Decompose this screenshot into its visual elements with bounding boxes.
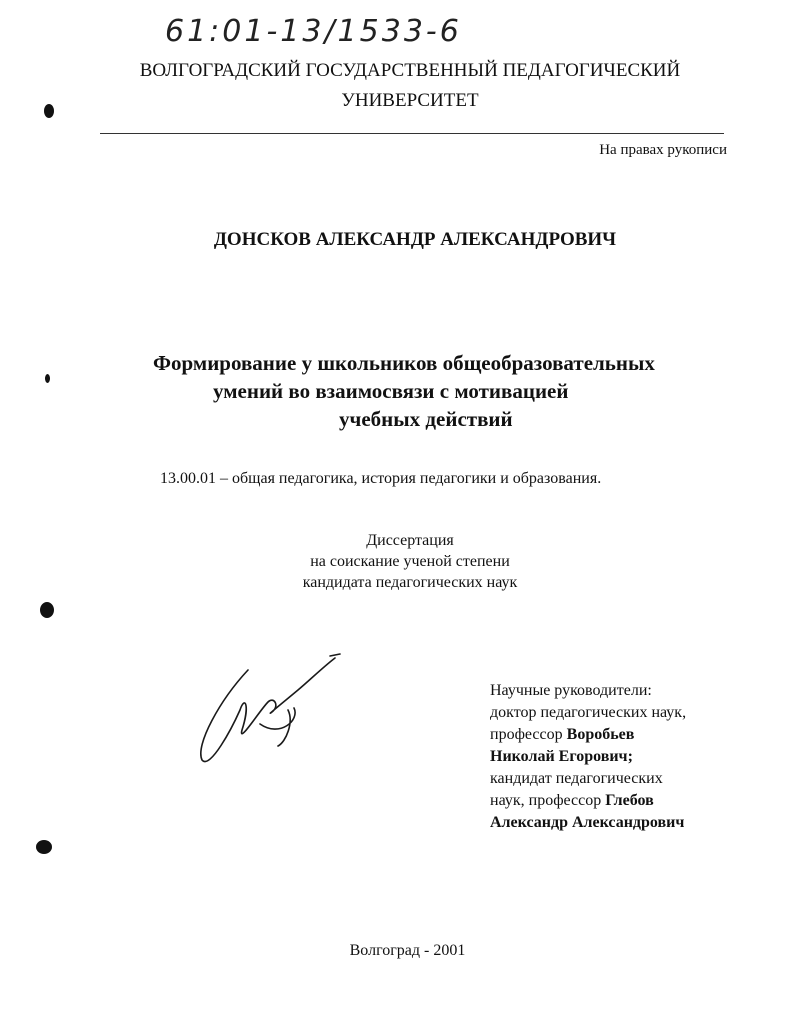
title-line3: учебных действий — [339, 407, 513, 431]
university-name-line1: ВОЛГОГРАДСКИЙ ГОСУДАРСТВЕННЫЙ ПЕДАГОГИЧЕСКИЙ — [139, 60, 681, 81]
supervisor2-surname: Глебов — [605, 792, 654, 809]
rights-note: На правах рукописи — [599, 142, 727, 158]
supervisor2-name: Александр Александрович — [490, 814, 685, 831]
handwritten-registry-number: 61:01-13/1533-6 — [165, 14, 462, 49]
author-name: ДОНСКОВ АЛЕКСАНДР АЛЕКСАНДРОВИЧ — [213, 229, 617, 250]
scan-mark — [44, 104, 54, 118]
university-name-line2: УНИВЕРСИТЕТ — [341, 90, 479, 111]
dissertation-label: Диссертация — [366, 532, 454, 549]
signature — [190, 650, 350, 770]
supervisor1-surname: Воробьев — [566, 726, 635, 743]
dissertation-degree-line1: на соискание ученой степени — [310, 553, 510, 570]
header-divider — [100, 133, 724, 134]
title-line2: умений во взаимосвязи с мотивацией — [213, 379, 569, 403]
supervisors-heading: Научные руководители: — [490, 682, 652, 699]
supervisor2-degree: кандидат педагогических — [490, 770, 663, 787]
scan-mark — [45, 374, 50, 383]
title-line1: Формирование у школьников общеобразовательных — [153, 351, 655, 375]
scan-mark — [40, 602, 54, 618]
supervisor1-name: Николай Егорович; — [490, 748, 633, 765]
supervisor1-degree: доктор педагогических наук, — [490, 704, 687, 721]
city-year: Волгоград - 2001 — [349, 942, 466, 959]
supervisor2-title — [490, 790, 686, 812]
specialty-code: 13.00.01 – общая педагогика, история педагогики и образования. — [160, 470, 602, 487]
supervisor2-title-prefix: наук, профессор — [490, 792, 606, 809]
supervisor1-title-prefix: профессор — [490, 726, 567, 743]
supervisors-block — [490, 680, 686, 834]
scan-mark — [36, 840, 52, 854]
supervisor1-title — [490, 724, 686, 746]
dissertation-degree-line2: кандидата педагогических наук — [302, 574, 518, 591]
